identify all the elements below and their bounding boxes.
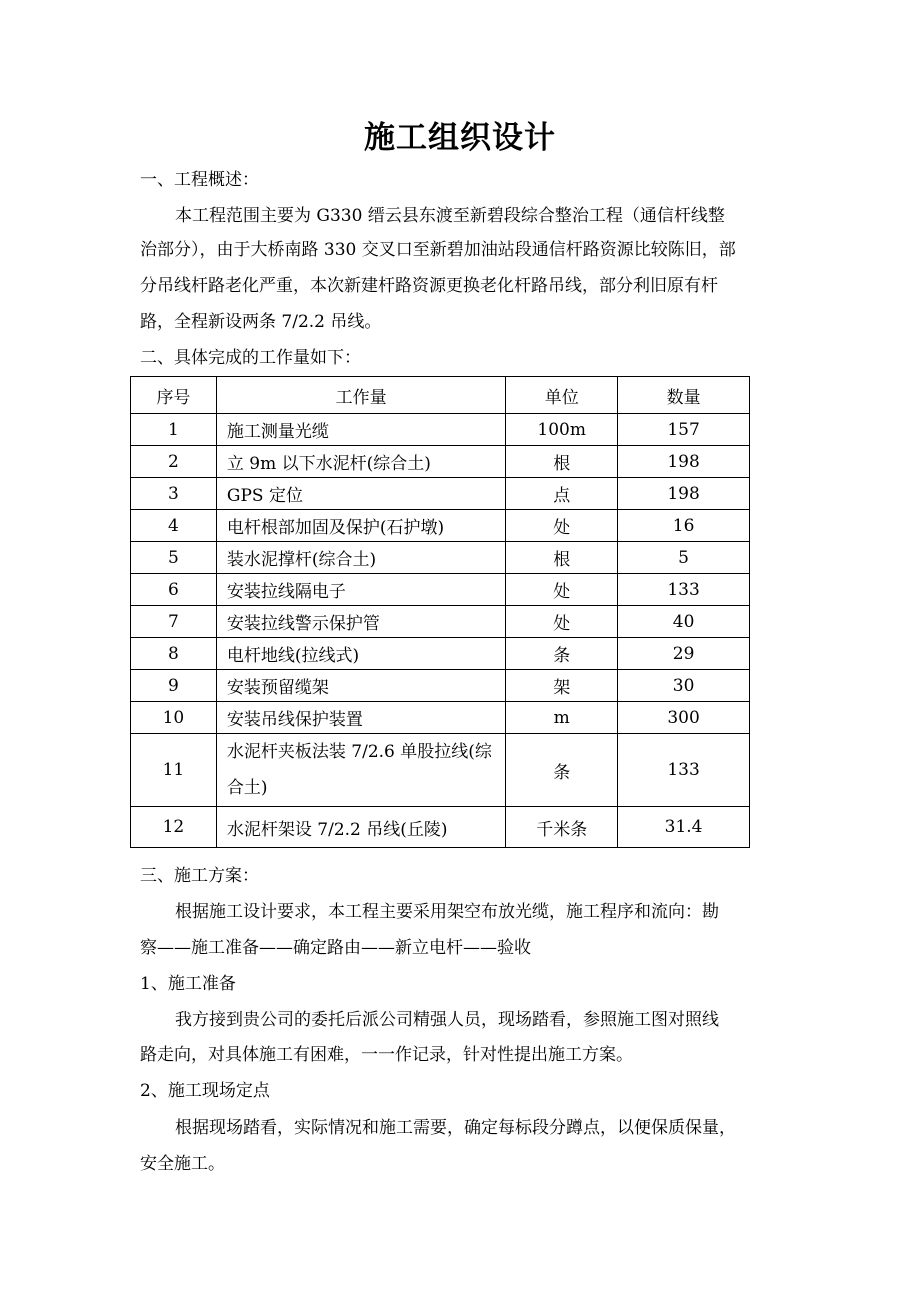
- cell-unit: 根: [506, 446, 618, 478]
- cell-item: GPS 定位: [216, 478, 505, 510]
- paragraph-line: 路走向，对具体施工有困难，一一作记录，针对性提出施工方案。: [140, 1045, 633, 1065]
- paragraph-line: 我方接到贵公司的委托后派公司精强人员，现场踏看，参照施工图对照线: [175, 1010, 719, 1030]
- cell-qty: 40: [618, 606, 750, 638]
- paragraph-line: 察——施工准备——确定路由——新立电杆——验收: [140, 938, 531, 958]
- cell-no: 5: [131, 542, 217, 574]
- cell-item: 电杆根部加固及保护(石护墩): [216, 510, 505, 542]
- section-heading-overview: 一、工程概述：: [140, 170, 259, 190]
- cell-qty: 133: [618, 734, 750, 807]
- cell-qty: 300: [618, 702, 750, 734]
- cell-unit: 处: [506, 606, 618, 638]
- cell-item: 立 9m 以下水泥杆(综合土): [216, 446, 505, 478]
- header-no: 序号: [131, 377, 217, 414]
- cell-item: 装水泥撑杆(综合土): [216, 542, 505, 574]
- section-heading-workload: 二、具体完成的工作量如下：: [140, 348, 361, 368]
- cell-no: 2: [131, 446, 217, 478]
- cell-unit: 条: [506, 638, 618, 670]
- header-unit: 单位: [506, 377, 618, 414]
- cell-unit: 处: [506, 574, 618, 606]
- header-item: 工作量: [216, 377, 505, 414]
- table-row: [131, 807, 750, 848]
- cell-unit: 点: [506, 478, 618, 510]
- cell-qty: 30: [618, 670, 750, 702]
- table-row: [131, 414, 750, 446]
- cell-no: 9: [131, 670, 217, 702]
- cell-no: 10: [131, 702, 217, 734]
- cell-qty: 16: [618, 510, 750, 542]
- cell-item: 水泥杆架设 7/2.2 吊线(丘陵): [216, 807, 505, 848]
- table-row: [131, 446, 750, 478]
- cell-qty: 5: [618, 542, 750, 574]
- cell-qty: 133: [618, 574, 750, 606]
- cell-qty: 31.4: [618, 807, 750, 848]
- cell-item: 安装拉线警示保护管: [216, 606, 505, 638]
- table-header-row: [131, 377, 750, 414]
- cell-no: 4: [131, 510, 217, 542]
- table-row: [131, 542, 750, 574]
- cell-no: 12: [131, 807, 217, 848]
- table-row: [131, 670, 750, 702]
- cell-unit: 处: [506, 510, 618, 542]
- workload-table: [130, 376, 750, 848]
- cell-unit: m: [506, 702, 618, 734]
- cell-no: 11: [131, 734, 217, 807]
- table-row: [131, 702, 750, 734]
- cell-unit: 100m: [506, 414, 618, 446]
- cell-unit: 条: [506, 734, 618, 807]
- cell-item: 施工测量光缆: [216, 414, 505, 446]
- subsection-heading-site: 2、施工现场定点: [140, 1081, 270, 1101]
- cell-qty: 29: [618, 638, 750, 670]
- cell-no: 6: [131, 574, 217, 606]
- cell-no: 1: [131, 414, 217, 446]
- table-row: [131, 734, 750, 807]
- cell-qty: 157: [618, 414, 750, 446]
- cell-no: 8: [131, 638, 217, 670]
- section-heading-plan: 三、施工方案：: [140, 866, 259, 886]
- cell-unit: 千米条: [506, 807, 618, 848]
- table-row: [131, 510, 750, 542]
- cell-qty: 198: [618, 478, 750, 510]
- cell-no: 7: [131, 606, 217, 638]
- cell-item: 安装拉线隔电子: [216, 574, 505, 606]
- table-row: [131, 478, 750, 510]
- paragraph-line: 分吊线杆路老化严重，本次新建杆路资源更换老化杆路吊线，部分利旧原有杆: [140, 276, 718, 296]
- cell-item: 安装吊线保护装置: [216, 702, 505, 734]
- document-title: 施工组织设计: [364, 120, 556, 156]
- paragraph-line: 治部分），由于大桥南路 330 交叉口至新碧加油站段通信杆路资源比较陈旧，部: [140, 240, 736, 260]
- cell-qty: 198: [618, 446, 750, 478]
- table-row: [131, 606, 750, 638]
- paragraph-line: 根据现场踏看，实际情况和施工需要，确定每标段分蹲点，以便保质保量，: [175, 1118, 736, 1138]
- cell-item: 安装预留缆架: [216, 670, 505, 702]
- paragraph-line: 本工程范围主要为 G330 缙云县东渡至新碧段综合整治工程（通信杆线整: [175, 206, 725, 226]
- header-qty: 数量: [618, 377, 750, 414]
- table-row: [131, 574, 750, 606]
- cell-unit: 架: [506, 670, 618, 702]
- cell-unit: 根: [506, 542, 618, 574]
- cell-item: 水泥杆夹板法装 7/2.6 单股拉线(综合土): [216, 734, 505, 807]
- table-row: [131, 638, 750, 670]
- paragraph-line: 根据施工设计要求，本工程主要采用架空布放光缆，施工程序和流向：勘: [175, 902, 719, 922]
- subsection-heading-preparation: 1、施工准备: [140, 974, 236, 994]
- cell-no: 3: [131, 478, 217, 510]
- paragraph-line: 安全施工。: [140, 1154, 225, 1174]
- paragraph-line: 路，全程新设两条 7/2.2 吊线。: [140, 312, 382, 332]
- cell-item: 电杆地线(拉线式): [216, 638, 505, 670]
